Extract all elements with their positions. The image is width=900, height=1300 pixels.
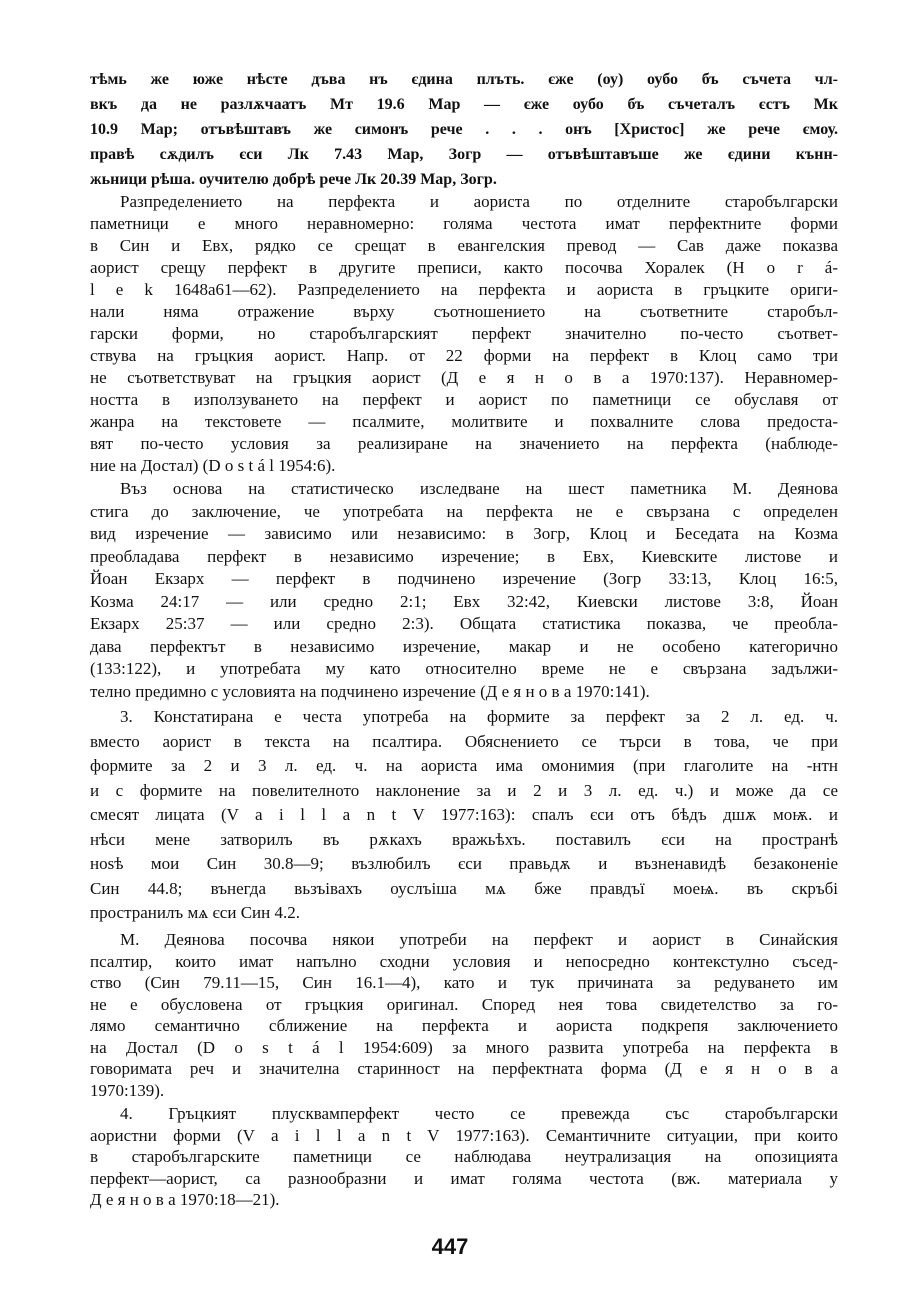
text-line: жьници рѣша. оучителю добрѣ рече Лк 20.39 Мар, Зогр.	[90, 171, 497, 188]
text-line: в Син и Евх, рядко се срещат в евангелския превод — Сав даже показва	[90, 236, 838, 255]
text-line: Козма 24:17 — или средно 2:1; Евх 32:42, Киевски листове 3:8, Йоан	[90, 591, 838, 611]
text-line: 3. Констатирана е честа употреба на формите за перфект за 2 л. ед. ч.	[120, 707, 838, 726]
text-line: смесят лицата (V a i l l a n t V 1977:163): спалъ єси отъ бѣдъ дшѫ моѭ. и	[90, 805, 838, 824]
text-line: нали няма отражение върху съотношението на съответните старобъл-	[90, 302, 838, 321]
paragraph	[90, 478, 838, 703]
text-line: аорист срещу перфект в другите преписи, както посочва Хоралек (H o r á-	[90, 258, 838, 277]
paragraph	[90, 191, 838, 477]
text-line: М. Деянова посочва някои употреби на перфект и аорист в Синайския	[120, 930, 838, 949]
text-line: не съответствуват на гръцкия аорист (Д е я н о в а 1970:137). Неравномер-	[90, 368, 838, 387]
text-line: псалтир, които имат напълно сходни условия и непосредно контекстулно съсед-	[90, 951, 838, 971]
text-line: 10.9 Мар; отъвѣштавъ же симонъ рече . . . онъ [Христос] же рече ємоу.	[90, 121, 838, 138]
text-line: говоримата реч и значителна старинност на перфектната форма (Д е я н о в а	[90, 1059, 838, 1078]
text-line: пространилъ мѧ єси Син 4.2.	[90, 903, 300, 922]
paragraph	[90, 705, 838, 926]
text-line: формите за 2 и 3 л. ед. ч. на аориста има омонимия (при глаголите на -нтн	[90, 756, 838, 775]
text-line: вкъ да не разлѫчаатъ Мт 19.6 Мар — єже оубо бъ съчеталъ єстъ Мк	[90, 96, 838, 113]
text-line: 4. Гръцкият плусквамперфект често се превежда със старобългарски	[120, 1104, 838, 1123]
paragraph	[90, 1103, 838, 1211]
text-line: Йоан Екзарх — перфект в подчинено изречение (Зогр 33:13, Клоц 16:5,	[90, 569, 838, 588]
text-line: (133:122), и употребата му като относително време не е свързана задължи-	[90, 659, 838, 678]
text-line: 1970:139).	[90, 1080, 165, 1100]
text-line: аористни форми (V a i l l a n t V 1977:163). Семантичните ситуации, при които	[90, 1125, 838, 1145]
text-line: ние на Достал) (D o s t á l 1954:6).	[90, 456, 336, 475]
text-line: правѣ сѫдилъ єси Лк 7.43 Мар, Зогр — отъвѣштавъше же єдини кънн-	[90, 146, 838, 163]
paragraph	[90, 929, 838, 1101]
text-line: в старобългарските паметници се наблюдава неутрализация на опозицията	[90, 1147, 838, 1166]
text-line: l e k 1648а61—62). Разпределението на перфекта и аориста в гръцките ориги-	[90, 280, 838, 299]
text-line: Въз основа на статистическо изследване на шест паметника М. Деянова	[120, 479, 838, 498]
text-line: ство (Син 79.11—15, Син 16.1—4), като и тук причината за редуването им	[90, 973, 838, 992]
text-line: перфект—аорист, са разнообразни и имат голяма честота (вж. материала у	[90, 1168, 838, 1188]
text-line: жанра на текстовете — псалмите, молитвите и похвалните слова предоста-	[90, 412, 838, 431]
text-line: тѣмь же юже нѣсте дъва нъ єдина плъть. єже (оу) оубо бъ съчета чл-	[90, 71, 838, 88]
text-line: ствува на гръцкия аорист. Напр. от 22 форми на перфект в Клоц само три	[90, 346, 838, 365]
text-line: Син 44.8; вънегда вьзъівахъ оуслъіша мѧ бже правдъї моеѩ. въ скръбі	[90, 878, 838, 898]
text-line: на Достал (D o s t á l 1954:609) за много развита употреба на перфекта в	[90, 1037, 838, 1057]
text-line: стига до заключение, че употребата на перфекта не е свързана с определен	[90, 501, 838, 521]
text-line: телно предимно с условията на подчинено изречение (Д е я н о в а 1970:141).	[90, 681, 650, 701]
text-line: паметници е много неравномерно: голяма честота имат перфектните форми	[90, 214, 838, 233]
text-line: преобладава перфект в независимо изречение; в Евх, Киевските листове и	[90, 546, 838, 566]
text-line: не е обусловена от гръцкия оригинал. Според нея това свидетелство за го-	[90, 994, 838, 1014]
text-line: вят по-често условия за реализиране на значението на перфекта (наблюде-	[90, 434, 838, 453]
text-line: ноѕѣ мои Син 30.8—9; възлюбилъ єси правьдѫ и възненавидѣ безаконеніе	[90, 854, 838, 873]
text-line: Разпределението на перфекта и аориста по отделните старобългарски	[120, 192, 838, 211]
text-line: дава перфектът в независимо изречение, макар и не особено категорично	[90, 636, 838, 656]
page-number: 447	[431, 1234, 469, 1259]
text-line: гарски форми, но старобългарският перфект значително по-често съответ-	[90, 324, 838, 343]
text-line: вид изречение — зависимо или независимо: в Зогр, Клоц и Беседата на Козма	[90, 524, 838, 543]
text-line: и с формите на повелителното наклонение за и 2 и 3 л. ед. ч.) и може да се	[90, 780, 838, 800]
text-line: лямо семантично сближение на перфекта и аориста подкрепя заключението	[90, 1016, 838, 1035]
text-line: вместо аорист в текста на псалтира. Обяснението се търси в това, че при	[90, 731, 838, 751]
text-line: Екзарх 25:37 — или средно 2:3). Общата статистика показва, че преобла-	[90, 614, 838, 633]
text-line: Д е я н о в а 1970:18—21).	[90, 1190, 280, 1209]
paragraph	[90, 67, 838, 192]
text-line: ността в използуването на перфект и аорист по паметници се обуславя от	[90, 390, 838, 409]
text-line: нѣси мене затворилъ въ рѫкахъ вражьѣхъ. поставилъ єси на пространѣ	[90, 829, 838, 849]
